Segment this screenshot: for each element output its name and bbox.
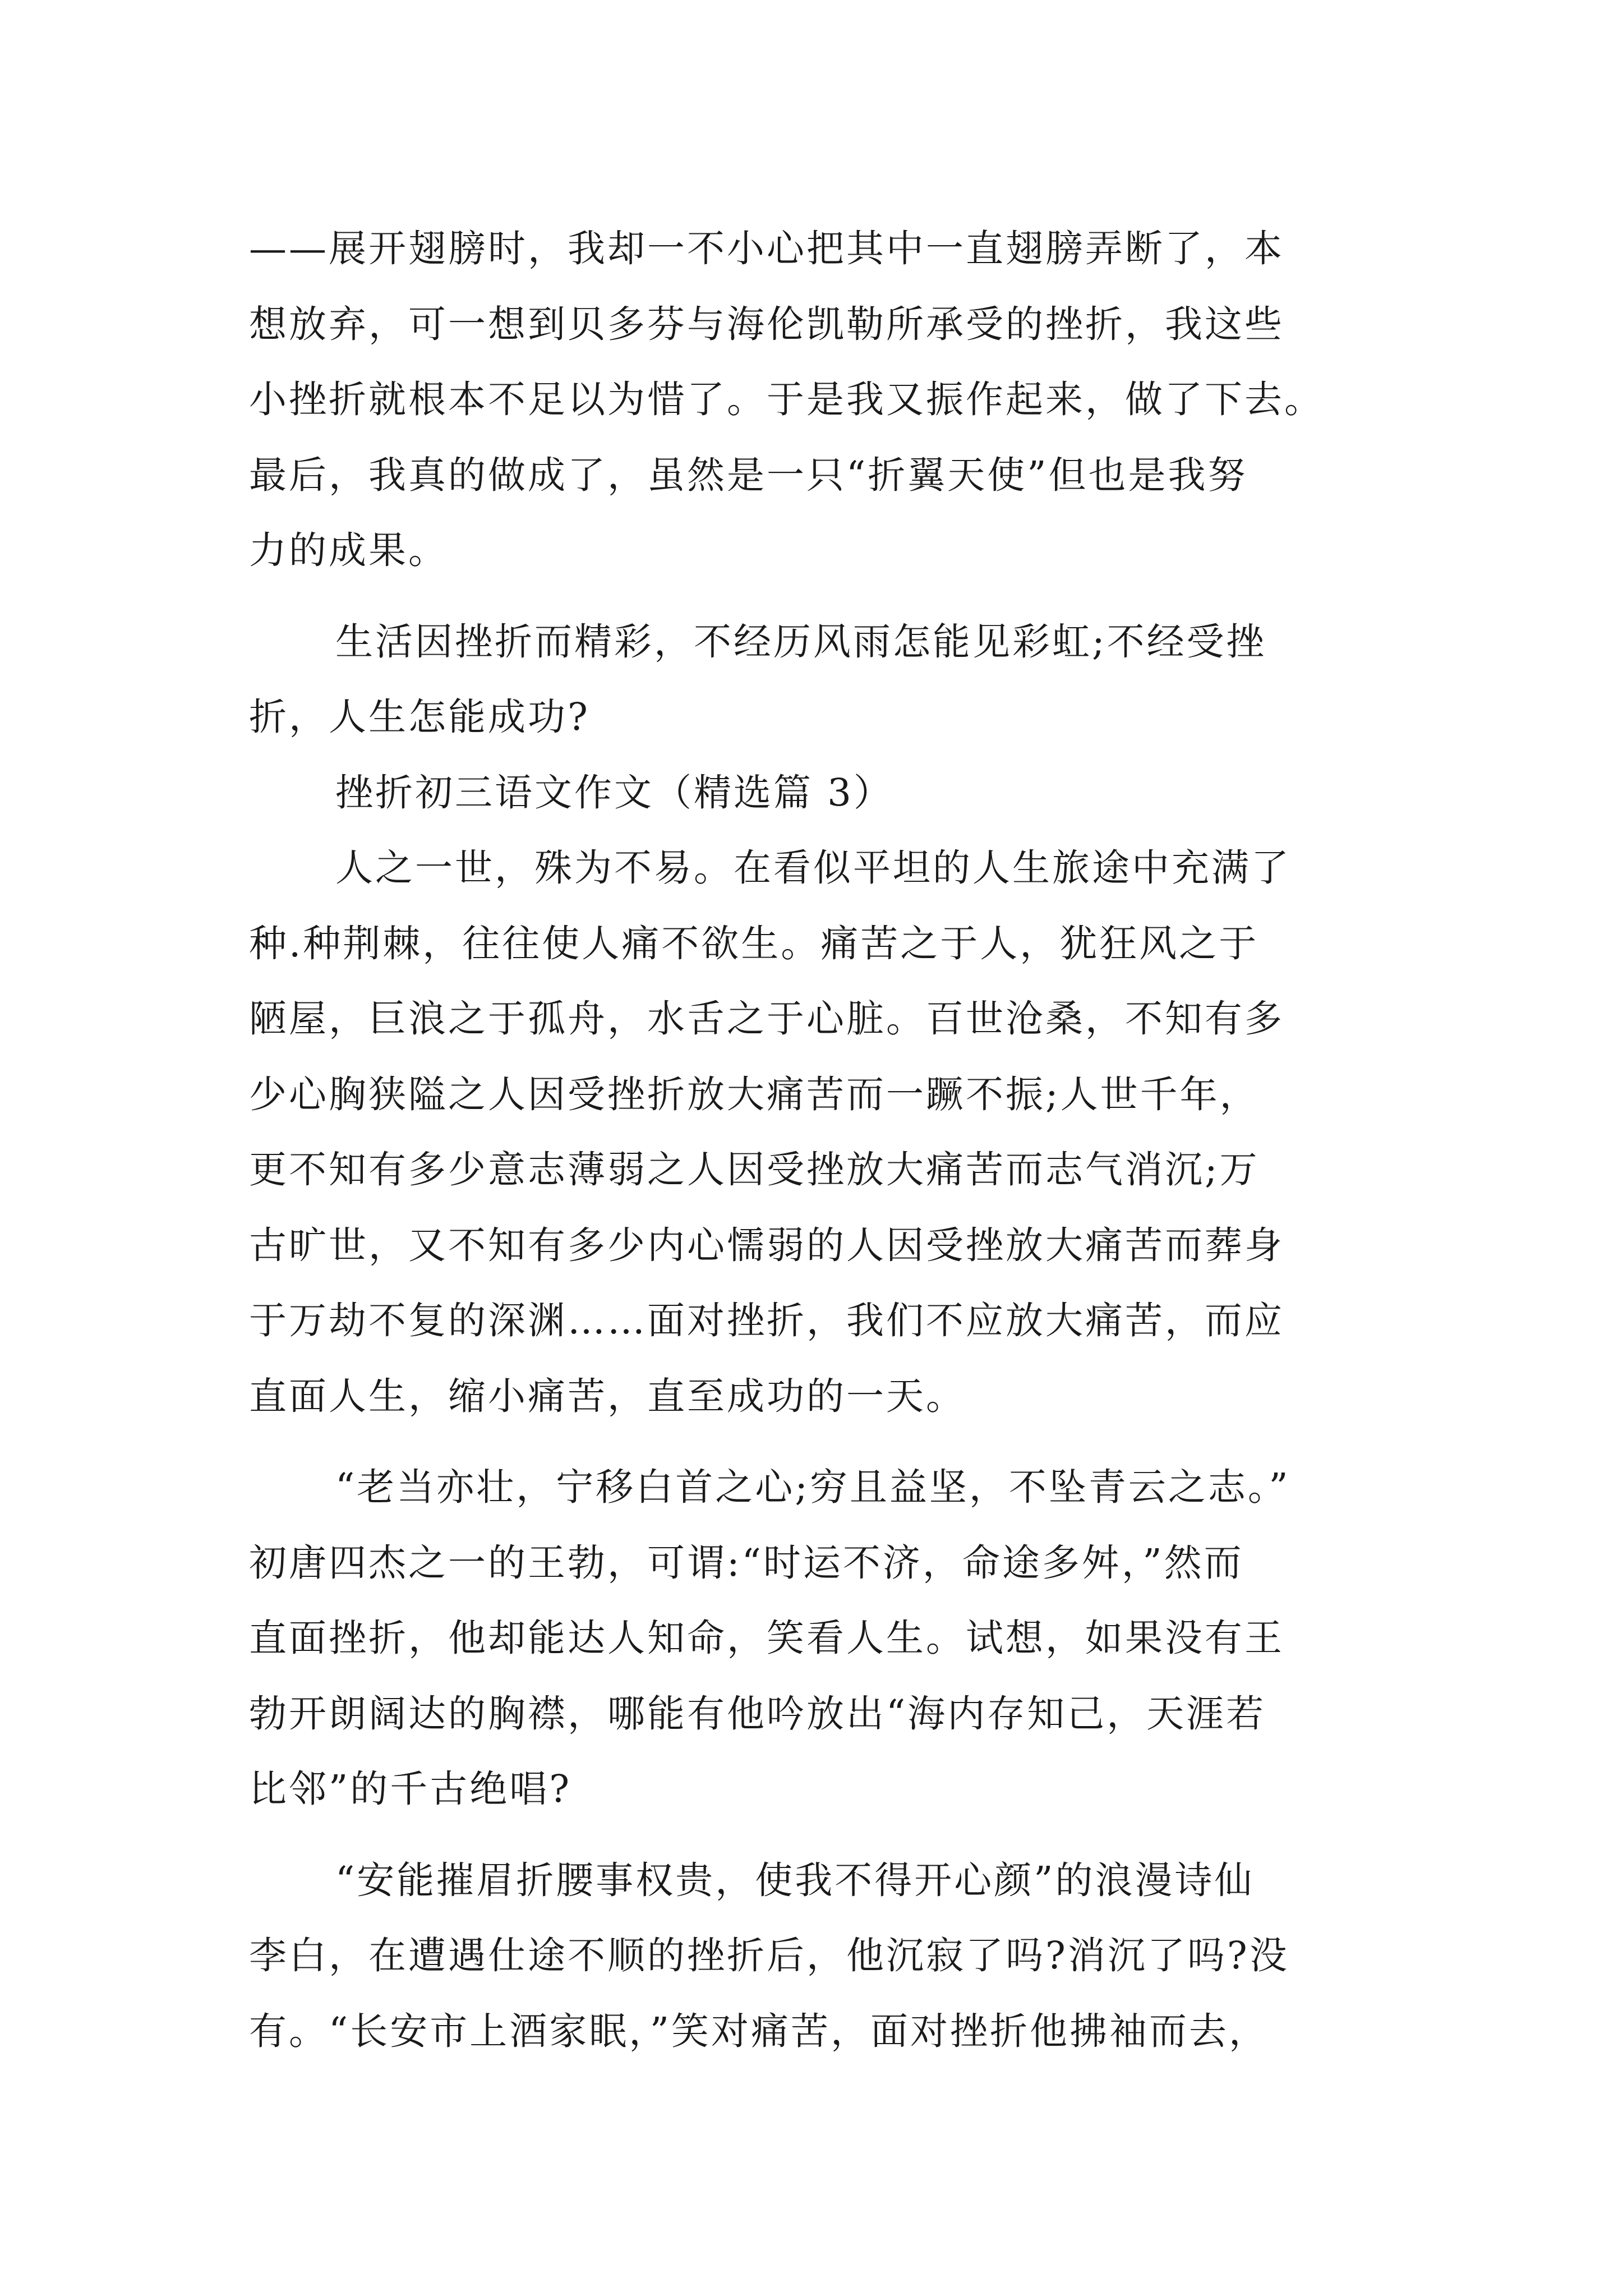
text-line: 勃开朗阔达的胸襟，哪能有他吟放出“海内存知己，天涯若 xyxy=(249,1691,1266,1736)
text-line: 初唐四杰之一的王勃，可谓:“时运不济，命途多舛，”然而 xyxy=(249,1540,1244,1585)
text-line: 直面人生，缩小痛苦，直至成功的一天。 xyxy=(249,1374,966,1418)
text-line: 最后，我真的做成了，虽然是一只“折翼天使”但也是我努 xyxy=(249,453,1248,497)
text-line: 少心胸狭隘之人因受挫折放大痛苦而一蹶不振;人世千年， xyxy=(249,1072,1260,1116)
text-line: 于万劫不复的深渊……面对挫折，我们不应放大痛苦，而应 xyxy=(249,1299,1284,1342)
text-line: 种.种荆棘，往往使人痛不欲生。痛苦之于人，犹狂风之于 xyxy=(249,921,1259,965)
text-line: 人之一世，殊为不易。在看似平坦的人生旅途中充满了 xyxy=(335,846,1291,890)
text-line: 李白，在遭遇仕途不顺的挫折后，他沉寂了吗?消沉了吗?没 xyxy=(249,1934,1289,1977)
text-line: 比邻”的千古绝唱? xyxy=(249,1767,572,1811)
text-line: 小挫折就根本不足以为惜了。于是我又振作起来，做了下去。 xyxy=(249,378,1324,421)
text-line: 有。“长安市上酒家眠，”笑对痛苦，面对挫折他拂袖而去， xyxy=(249,2009,1269,2053)
text-line: “安能摧眉折腰事权贵，使我不得开心颜”的浪漫诗仙 xyxy=(335,1858,1255,1902)
text-line: 挫折初三语文作文（精选篇 3） xyxy=(335,770,893,815)
text-line: ——展开翅膀时，我却一不小心把其中一直翅膀弄断了，本 xyxy=(249,227,1284,270)
text-line: 更不知有多少意志薄弱之人因受挫放大痛苦而志气消沉;万 xyxy=(249,1148,1260,1191)
text-line: “老当亦壮，宁移白首之心;穷且益坚，不坠青云之志。” xyxy=(335,1465,1290,1509)
text-line: 陋屋，巨浪之于孤舟，水舌之于心脏。百世沧桑，不知有多 xyxy=(249,997,1284,1041)
text-line: 想放弃，可一想到贝多芬与海伦凯勒所承受的挫折，我这些 xyxy=(249,302,1284,346)
document-body xyxy=(249,211,1376,2069)
text-line: 生活因挫折而精彩，不经历风雨怎能见彩虹;不经受挫 xyxy=(335,619,1266,664)
text-line: 折，人生怎能成功? xyxy=(249,695,590,739)
text-line: 直面挫折，他却能达人知命，笑看人生。试想，如果没有王 xyxy=(249,1616,1284,1660)
text-line: 力的成果。 xyxy=(249,528,448,572)
text-line: 古旷世，又不知有多少内心懦弱的人因受挫放大痛苦而葬身 xyxy=(249,1223,1284,1267)
